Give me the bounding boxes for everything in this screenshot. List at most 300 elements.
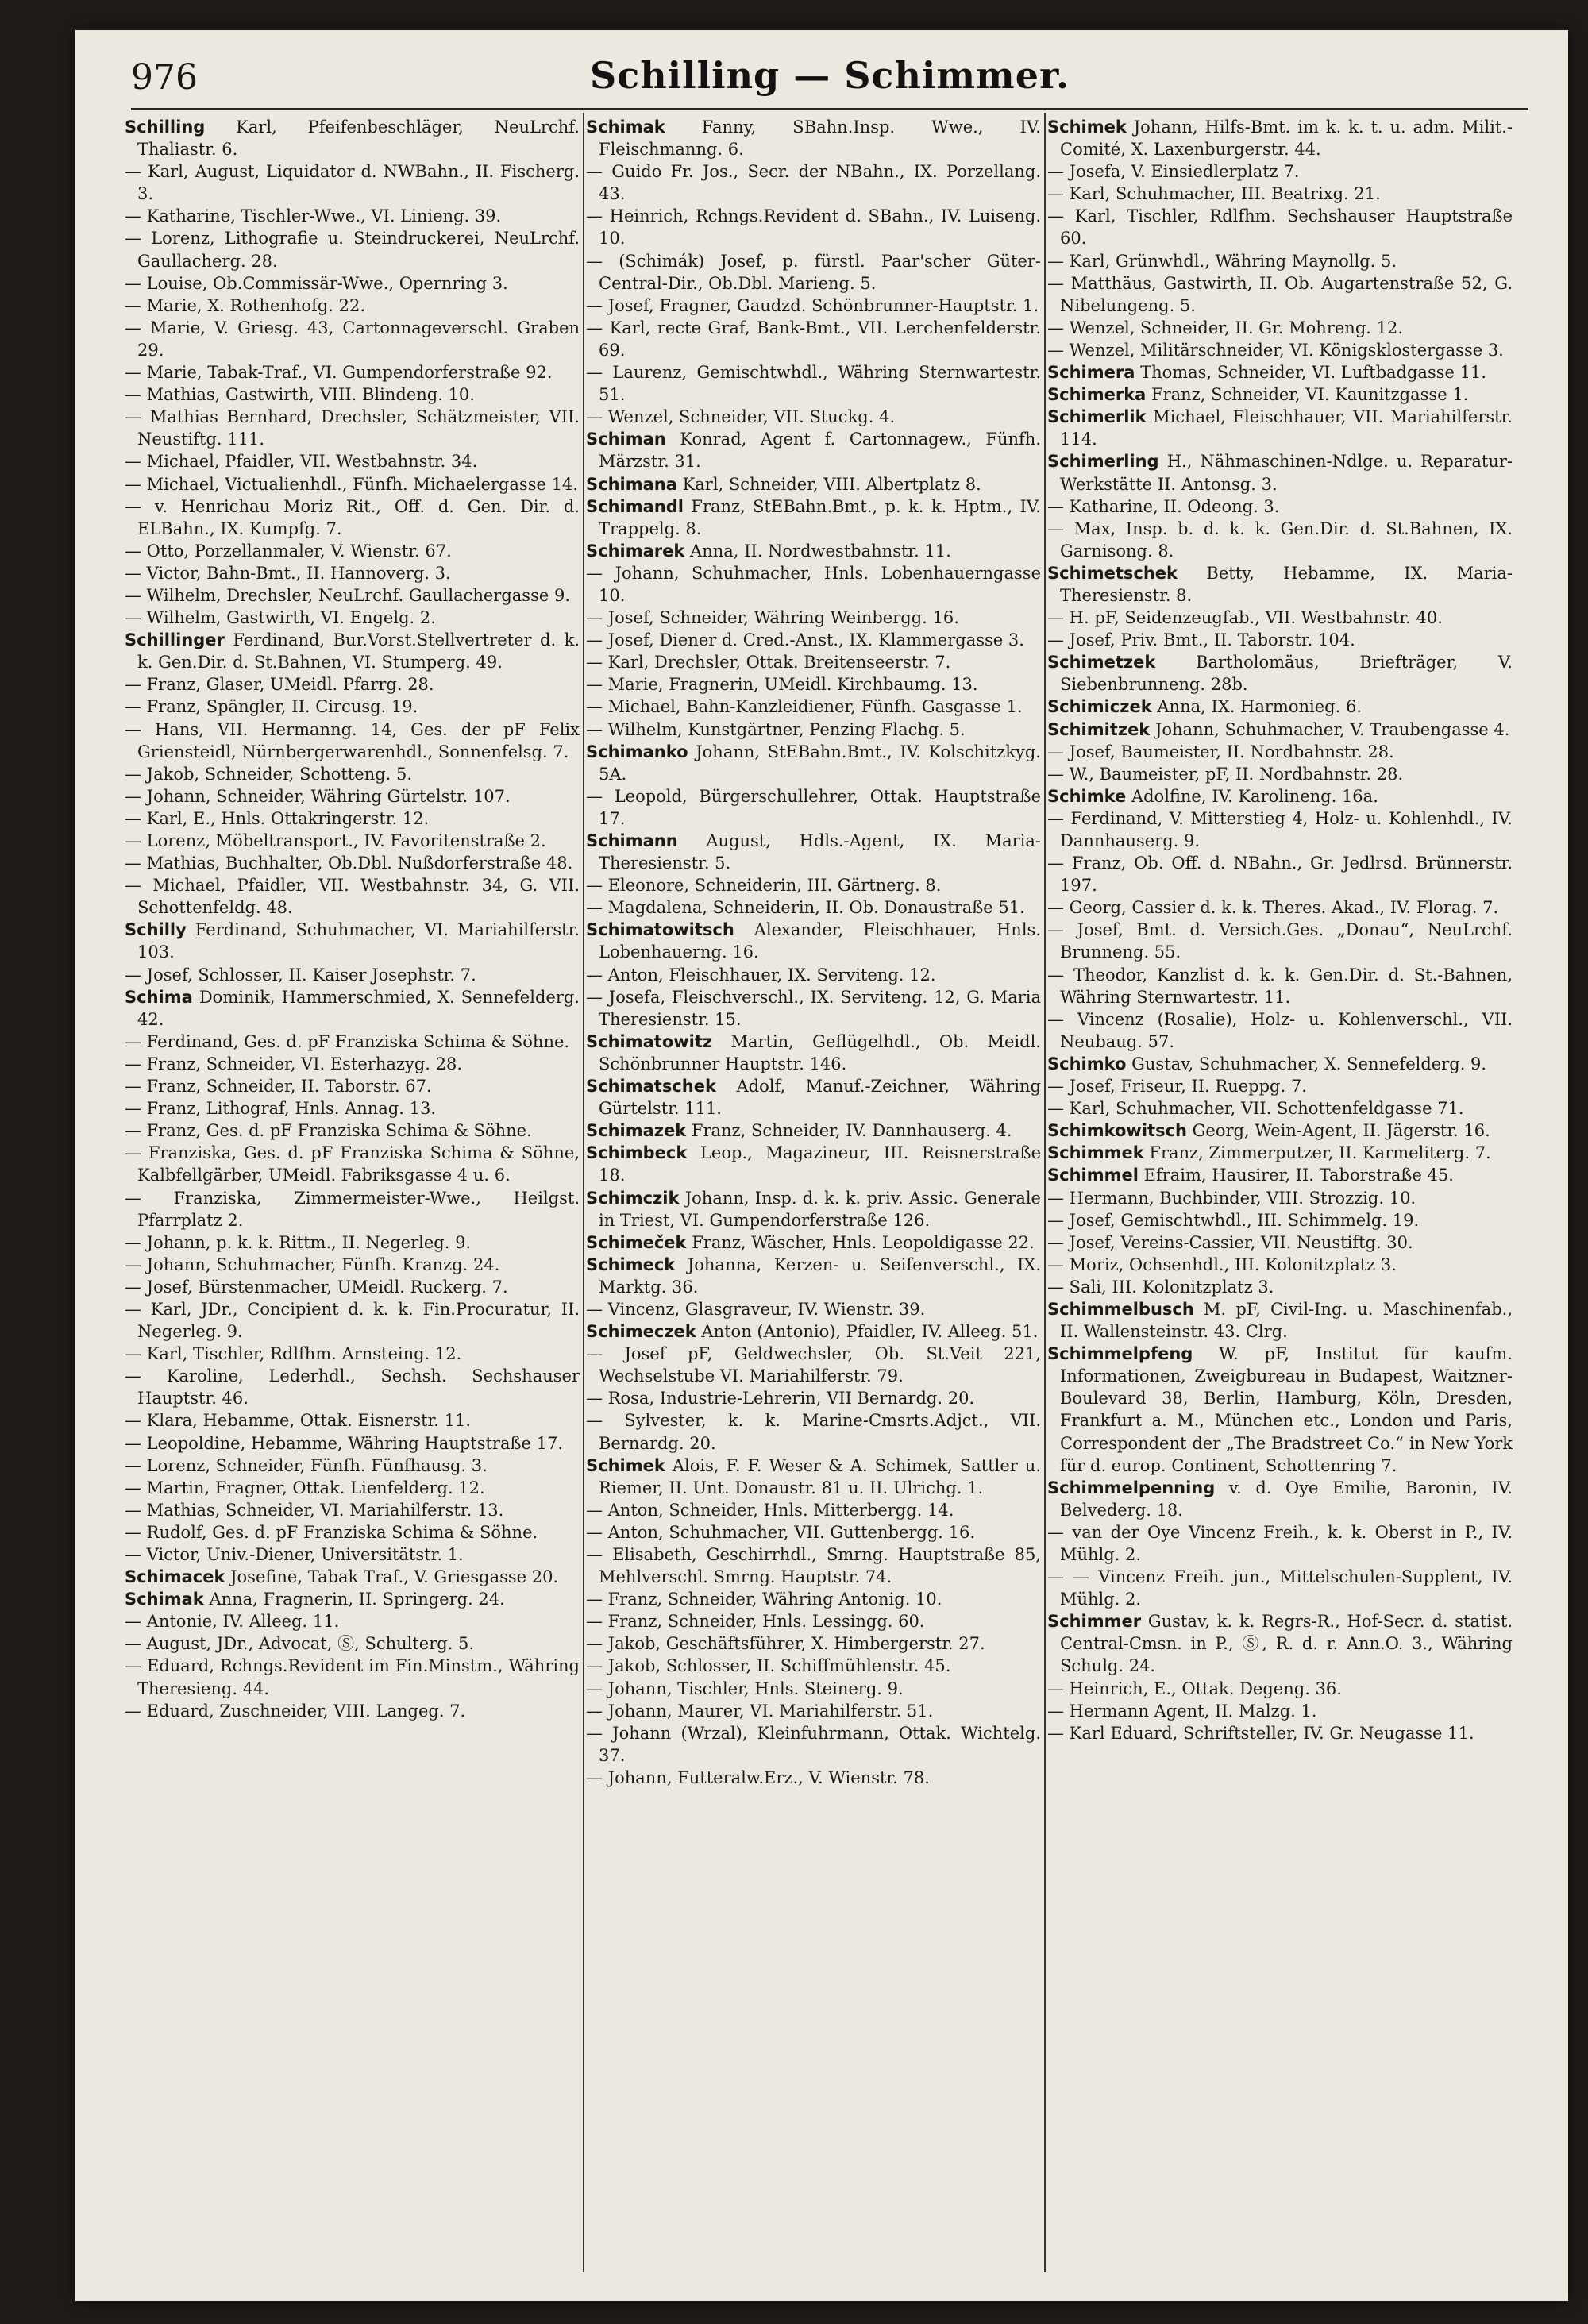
directory-entry — [586, 160, 1041, 205]
entry-text: — Klara, Hebamme, Ottak. Eisnerstr. 11. — [125, 1411, 472, 1431]
directory-entry — [1047, 1298, 1513, 1343]
surname-heading: Schima — [125, 987, 193, 1007]
entry-text: Johann, Schuhmacher, V. Traubengasse 4. — [1154, 719, 1510, 739]
directory-entry — [125, 160, 580, 205]
entry-text: — Anton, Schuhmacher, VII. Guttenbergg. 16. — [586, 1522, 976, 1542]
entry-text: — Marie, Tabak-Traf., VI. Gumpendorferstraße 92. — [125, 363, 553, 383]
directory-entry — [586, 1678, 1041, 1700]
directory-entry — [1047, 1700, 1513, 1722]
header-rule — [131, 108, 1528, 110]
entry-text: Franz, Wäscher, Hnls. Leopoldigasse 22. — [692, 1232, 1035, 1252]
directory-entry — [125, 1544, 580, 1566]
entry-text: — Anton, Schneider, Hnls. Mitterbergg. 14. — [586, 1500, 954, 1520]
surname-heading: Schimazek — [586, 1121, 687, 1141]
entry-text: — Karl, Schuhmacher, III. Beatrixg. 21. — [1047, 184, 1381, 204]
entry-text: — Guido Fr. Jos., Secr. der NBahn., IX. Porzellang. 43. — [586, 162, 1041, 204]
directory-entry — [586, 1298, 1041, 1320]
directory-entry — [125, 830, 580, 852]
directory-entry — [586, 1722, 1041, 1767]
entry-text: — Karl, August, Liquidator d. NWBahn., II. Fischerg. 3. — [125, 162, 580, 204]
entry-text: Gustav, Schuhmacher, X. Sennefelderg. 9. — [1131, 1054, 1487, 1073]
entry-text: — Mathias, Gastwirth, VIII. Blindeng. 10. — [125, 385, 475, 405]
entry-text: — Lorenz, Möbeltransport., IV. Favoritenstraße 2. — [125, 831, 546, 850]
directory-entry — [125, 1455, 580, 1477]
entry-text: — Wilhelm, Drechsler, NeuLrchf. Gaullachergasse 9. — [125, 585, 571, 605]
entry-text: Thomas, Schneider, VI. Luftbadgasse 11. — [1140, 363, 1487, 383]
directory-entry — [586, 1632, 1041, 1655]
directory-entry — [125, 272, 580, 295]
entry-text: Johann, Hilfs-Bmt. im k. k. t. u. adm. Milit.-Comité, X. Laxenburgerstr. 44. — [1060, 118, 1513, 160]
entry-text: — Magdalena, Schneiderin, II. Ob. Donaustraße 51. — [586, 898, 1025, 918]
directory-entry — [125, 719, 580, 763]
entry-text: — Moriz, Ochsenhdl., III. Kolonitzplatz 3. — [1047, 1254, 1397, 1274]
directory-entry — [125, 964, 580, 986]
entry-text: — Josef, Priv. Bmt., II. Taborstr. 104. — [1047, 630, 1355, 650]
directory-entry — [1047, 1142, 1513, 1164]
directory-entry — [125, 852, 580, 874]
directory-entry — [125, 1655, 580, 1699]
directory-entry — [586, 986, 1041, 1031]
entry-text: — Michael, Pfaidler, VII. Westbahnstr. 34. — [125, 452, 478, 472]
directory-entry — [586, 1343, 1041, 1387]
entry-text: Fanny, SBahn.Insp. Wwe., IV. Fleischmanng. 6. — [599, 118, 1041, 160]
entry-text: — Eduard, Rchngs.Revident im Fin.Minstm., Währing Theresieng. 44. — [125, 1656, 580, 1698]
directory-entry — [586, 741, 1041, 785]
directory-entry — [1047, 1008, 1513, 1053]
entry-text: — Matthäus, Gastwirth, II. Ob. Augartenstraße 52, G. Nibelungeng. 5. — [1047, 273, 1513, 315]
directory-entry — [125, 1700, 580, 1722]
directory-entry — [125, 562, 580, 584]
directory-entry — [1047, 383, 1513, 406]
directory-entry — [125, 1075, 580, 1097]
entry-text: Karl, Pfeifenbeschläger, NeuLrchf. Thaliastr. 6. — [137, 118, 580, 160]
directory-entry — [1047, 741, 1513, 763]
directory-entry — [125, 1409, 580, 1432]
directory-entry — [125, 1142, 580, 1186]
directory-entry — [586, 896, 1041, 919]
directory-entry — [1047, 763, 1513, 785]
entry-text: Bartholomäus, Briefträger, V. Siebenbrunneng. 28b. — [1060, 653, 1513, 695]
directory-entry — [586, 428, 1041, 472]
directory-entry — [1047, 1187, 1513, 1209]
entry-text: — van der Oye Vincenz Freih., k. k. Oberst in P., IV. Mühlg. 2. — [1047, 1522, 1513, 1564]
entry-text: — Lorenz, Lithografie u. Steindruckerei, NeuLrchf. Gaullacherg. 28. — [125, 229, 580, 271]
directory-entry — [1047, 317, 1513, 339]
entry-text: Anna, II. Nordwestbahnstr. 11. — [690, 541, 951, 561]
surname-heading: Schimko — [1047, 1054, 1127, 1073]
directory-entry — [586, 607, 1041, 629]
entry-text: Franz, Schneider, IV. Dannhauserg. 4. — [691, 1121, 1012, 1141]
entry-text: — Johann, p. k. k. Rittm., II. Negerleg. 9. — [125, 1232, 472, 1252]
entry-text: Franz, Zimmerputzer, II. Karmeliterg. 7. — [1149, 1143, 1491, 1163]
surname-heading: Schimanko — [586, 742, 688, 761]
entry-text: Leop., Magazineur, III. Reisnerstraße 18. — [599, 1143, 1041, 1185]
entry-text: — Marie, Fragnerin, UMeidl. Kirchbaumg. 13. — [586, 675, 978, 695]
directory-entry — [586, 1521, 1041, 1544]
entry-text: — Hans, VII. Hermanng. 14, Ges. der pF Felix Griensteidl, Nürnbergerwarenhdl., Sonnenfelsg. 7. — [125, 719, 580, 761]
entry-text: — Victor, Bahn-Bmt., II. Hannoverg. 3. — [125, 563, 451, 583]
directory-entry — [1047, 160, 1513, 183]
directory-entry — [125, 295, 580, 317]
directory-entry — [1047, 361, 1513, 383]
directory-entry — [1047, 183, 1513, 205]
entry-text: Anton (Antonio), Pfaidler, IV. Alleeg. 51. — [701, 1322, 1039, 1342]
directory-entry — [586, 540, 1041, 562]
entry-text: — Josef, Gemischtwhdl., III. Schimmelg. 19. — [1047, 1210, 1420, 1230]
entry-text: Josefine, Tabak Traf., V. Griesgasse 20. — [230, 1567, 559, 1587]
directory-entry — [586, 629, 1041, 651]
entry-text: — Karl, Schuhmacher, VII. Schottenfeldgasse 71. — [1047, 1099, 1464, 1119]
entry-text: — Franz, Glaser, UMeidl. Pfarrg. 28. — [125, 675, 434, 695]
directory-entry — [125, 1053, 580, 1075]
directory-entry — [586, 116, 1041, 160]
directory-column-2 — [586, 116, 1041, 2276]
directory-entry — [125, 1343, 580, 1365]
entry-text: — Josef, Bmt. d. Versich.Ges. „Donau“, NeuLrchf. Brunneng. 55. — [1047, 920, 1513, 962]
entry-text: — Josef, Vereins-Cassier, VII. Neustiftg. 30. — [1047, 1232, 1413, 1252]
directory-entry — [125, 317, 580, 361]
surname-heading: Schimeczek — [586, 1322, 696, 1342]
surname-heading: Schimmelbusch — [1047, 1299, 1194, 1319]
page-title: Schilling — Schimmer. — [590, 54, 1070, 97]
directory-entry — [125, 1499, 580, 1521]
entry-text: Johanna, Kerzen- u. Seifenverschl., IX. Marktg. 36. — [599, 1254, 1041, 1297]
entry-text: — Karl, Tischler, Rdlfhm. Sechshauser Hauptstraße 60. — [1047, 206, 1513, 249]
entry-text: — Johann, Schneider, Währing Gürtelstr. 107. — [125, 786, 511, 806]
directory-entry — [1047, 651, 1513, 696]
entry-text: — Michael, Bahn-Kanzleidiener, Fünfh. Gasgasse 1. — [586, 697, 1023, 717]
entry-text: — Georg, Cassier d. k. k. Theres. Akad., IV. Florag. 7. — [1047, 898, 1499, 918]
entry-text: — Wenzel, Schneider, VII. Stuckg. 4. — [586, 407, 896, 427]
entry-text: — Josef, Fragner, Gaudzd. Schönbrunner-Hauptstr. 1. — [586, 295, 1039, 315]
entry-text: — Vincenz, Glasgraveur, IV. Wienstr. 39. — [586, 1299, 926, 1319]
directory-entry — [586, 250, 1041, 295]
surname-heading: Schimiczek — [1047, 697, 1152, 717]
directory-entry — [1047, 1231, 1513, 1254]
surname-heading: Schimczik — [586, 1188, 680, 1208]
entry-text: — W., Baumeister, pF, II. Nordbahnstr. 28. — [1047, 764, 1404, 784]
entry-text: — Max, Insp. b. d. k. k. Gen.Dir. d. St.Bahnen, IX. Garnisong. 8. — [1047, 518, 1513, 561]
directory-entry — [1047, 1120, 1513, 1142]
entry-text: — Johann, Schuhmacher, Hnls. Lobenhauerngasse 10. — [586, 563, 1041, 605]
entry-text: — Karl, Grünwhdl., Währing Maynollg. 5. — [1047, 251, 1397, 271]
entry-text: August, Hdls.-Agent, IX. Maria-Theresienstr. 5. — [599, 831, 1041, 873]
directory-entry — [125, 785, 580, 807]
directory-entry — [1047, 919, 1513, 963]
entry-text: — — Vincenz Freih. jun., Mittelschulen-Supplent, IV. Mühlg. 2. — [1047, 1567, 1513, 1609]
entry-text: — Heinrich, E., Ottak. Degeng. 36. — [1047, 1678, 1342, 1698]
directory-entry — [1047, 1209, 1513, 1231]
entry-text: — Rudolf, Ges. d. pF Franziska Schima & Söhne. — [125, 1522, 538, 1542]
directory-entry — [1047, 116, 1513, 160]
directory-entry — [586, 964, 1041, 986]
surname-heading: Schimak — [125, 1590, 204, 1609]
page-header — [131, 52, 1528, 110]
directory-entry — [125, 1298, 580, 1343]
entry-text: Johann, StEBahn.Bmt., IV. Kolschitzkyg. 5A. — [599, 742, 1041, 784]
entry-text: — Franziska, Ges. d. pF Franziska Schima & Söhne, Kalbfellgärber, UMeidl. Fabriksgasse 4 u. 6. — [125, 1143, 580, 1185]
entry-text: — Franziska, Zimmermeister-Wwe., Heilgst. Pfarrplatz 2. — [125, 1188, 580, 1230]
directory-entry — [125, 116, 580, 160]
surname-heading: Schimmelpenning — [1047, 1478, 1216, 1497]
entry-text: — v. Henrichau Moriz Rit., Off. d. Gen. Dir. d. ELBahn., IX. Kumpfg. 7. — [125, 496, 580, 538]
surname-heading: Schimbeck — [586, 1143, 688, 1163]
entry-text: Franz, StEBahn.Bmt., p. k. k. Hptm., IV. Trappelg. 8. — [599, 496, 1041, 538]
directory-entry — [586, 495, 1041, 540]
entry-text: — Josef, Schneider, Währing Weinbergg. 16. — [586, 608, 959, 628]
directory-entry — [586, 473, 1041, 495]
entry-text: — August, JDr., Advocat, Ⓢ, Schulterg. 5. — [125, 1634, 475, 1654]
directory-entry — [125, 629, 580, 673]
entry-text: — Leopold, Bürgerschullehrer, Ottak. Hauptstraße 17. — [586, 786, 1041, 828]
entry-text: Betty, Hebamme, IX. Maria-Theresienstr. 8. — [1060, 563, 1513, 605]
entry-text: — Mathias, Buchhalter, Ob.Dbl. Nußdorferstraße 48. — [125, 854, 573, 873]
directory-entry — [586, 1455, 1041, 1499]
surname-heading: Schimatowitsch — [586, 920, 734, 940]
directory-entry — [1047, 562, 1513, 607]
entry-text: — Marie, X. Rothenhofg. 22. — [125, 295, 366, 315]
surname-heading: Schimek — [586, 1455, 665, 1475]
entry-text: — Franz, Ob. Off. d. NBahn., Gr. Jedlrsd. Brünnerstr. 197. — [1047, 854, 1513, 896]
entry-text: — Ferdinand, Ges. d. pF Franziska Schima & Söhne. — [125, 1031, 570, 1051]
directory-entry — [125, 919, 580, 963]
directory-entry — [125, 1097, 580, 1120]
directory-entry — [586, 1231, 1041, 1254]
entry-text: Efraim, Hausirer, II. Taborstraße 45. — [1143, 1166, 1454, 1185]
directory-entry — [586, 562, 1041, 607]
directory-entry — [125, 1365, 580, 1409]
directory-entry — [125, 673, 580, 696]
entry-text: Gustav, k. k. Regrs-R., Hof-Secr. d. statist. Central-Cmsn. in P., Ⓢ, R. d. r. Ann.O. 3., Währing Schulg. 24. — [1060, 1612, 1513, 1676]
entry-text: — Franz, Schneider, Hnls. Lessingg. 60. — [586, 1612, 925, 1632]
entry-text: — Mathias, Schneider, VI. Mariahilferstr. 13. — [125, 1500, 504, 1520]
directory-entry — [1047, 205, 1513, 249]
entry-text: — Otto, Porzellanmaler, V. Wienstr. 67. — [125, 541, 452, 561]
directory-entry — [1047, 607, 1513, 629]
surname-heading: Schimmek — [1047, 1143, 1144, 1163]
directory-entry — [125, 1432, 580, 1455]
directory-entry — [1047, 696, 1513, 718]
directory-entry — [125, 584, 580, 607]
entry-text: — Sali, III. Kolonitzplatz 3. — [1047, 1277, 1274, 1297]
entry-text: — Josef, Schlosser, II. Kaiser Josephstr. 7. — [125, 965, 476, 985]
directory-entry — [125, 874, 580, 919]
directory-entry — [586, 785, 1041, 830]
surname-heading: Schimetzek — [1047, 653, 1156, 673]
surname-heading: Schilling — [125, 118, 206, 137]
surname-heading: Schimmer — [1047, 1612, 1142, 1632]
entry-text: — Wenzel, Schneider, II. Gr. Mohreng. 12. — [1047, 318, 1404, 337]
entry-text: — H. pF, Seidenzeugfab., VII. Westbahnstr. 40. — [1047, 608, 1443, 628]
directory-entry — [125, 1276, 580, 1298]
directory-entry — [1047, 1678, 1513, 1700]
entry-text: — Franz, Schneider, Währing Antonig. 10. — [586, 1590, 942, 1609]
entry-text: — Josefa, V. Einsiedlerplatz 7. — [1047, 162, 1300, 182]
directory-entry — [1047, 1276, 1513, 1298]
entry-text: Georg, Wein-Agent, II. Jägerstr. 16. — [1192, 1121, 1490, 1141]
entry-text: — Lorenz, Schneider, Fünfh. Fünfhausg. 3. — [125, 1455, 488, 1475]
directory-entry — [586, 1320, 1041, 1343]
entry-text: — Anton, Fleischhauer, IX. Serviteng. 12. — [586, 965, 936, 985]
directory-entry — [1047, 896, 1513, 919]
directory-entry — [125, 1588, 580, 1610]
entry-text: Adolfine, IV. Karolineng. 16a. — [1131, 786, 1378, 806]
directory-entry — [1047, 1164, 1513, 1186]
entry-text: — Martin, Fragner, Ottak. Lienfelderg. 12. — [125, 1478, 485, 1497]
directory-entry — [1047, 250, 1513, 272]
entry-text: — Rosa, Industrie-Lehrerin, VII Bernardg. 20. — [586, 1389, 975, 1409]
entry-text: — Katharine, Tischler-Wwe., VI. Linieng. 39. — [125, 206, 502, 226]
entry-text: — Karl, E., Hnls. Ottakringerstr. 12. — [125, 808, 430, 828]
directory-entry — [586, 1767, 1041, 1789]
entry-text: Alexander, Fleischhauer, Hnls. Lobenhauerng. 16. — [599, 920, 1041, 962]
entry-text: — Leopoldine, Hebamme, Währing Hauptstraße 17. — [125, 1433, 564, 1453]
directory-entry — [1047, 1343, 1513, 1477]
entry-text: Karl, Schneider, VIII. Albertplatz 8. — [682, 474, 981, 494]
entry-text: — Josef, Bürstenmacher, UMeidl. Ruckerg. 7. — [125, 1277, 508, 1297]
surname-heading: Schimmelpfeng — [1047, 1344, 1193, 1364]
directory-entry — [1047, 450, 1513, 495]
directory-entry — [586, 1499, 1041, 1521]
directory-entry — [586, 1031, 1041, 1075]
directory-entry — [586, 719, 1041, 741]
entry-text: Ferdinand, Schuhmacher, VI. Mariahilferstr. 103. — [137, 920, 580, 962]
entry-text: Konrad, Agent f. Cartonnagew., Fünfh. Märzstr. 31. — [599, 430, 1041, 472]
entry-text: Anna, Fragnerin, II. Springerg. 24. — [209, 1590, 505, 1609]
surname-heading: Schimak — [586, 118, 665, 137]
directory-entry — [586, 1254, 1041, 1298]
surname-heading: Schilly — [125, 920, 187, 940]
entry-text: — Eduard, Zuschneider, VIII. Langeg. 7. — [125, 1701, 466, 1721]
surname-heading: Schimeček — [586, 1232, 687, 1252]
entry-text: — Josef, Diener d. Cred.-Anst., IX. Klammergasse 3. — [586, 630, 1024, 650]
entry-text: Adolf, Manuf.-Zeichner, Währing Gürtelstr. 111. — [599, 1077, 1041, 1119]
surname-heading: Schimana — [586, 474, 677, 494]
directory-entry — [125, 406, 580, 450]
entry-text: — Franz, Spängler, II. Circusg. 19. — [125, 697, 418, 717]
directory-entry — [586, 317, 1041, 361]
entry-text: — Josef, Baumeister, II. Nordbahnstr. 28. — [1047, 742, 1394, 761]
entry-text: v. d. Oye Emilie, Baronin, IV. Belvederg. 18. — [1060, 1478, 1513, 1520]
surname-heading: Schimeck — [586, 1254, 676, 1274]
entry-text: — Jakob, Schlosser, II. Schiffmühlenstr. 45. — [586, 1656, 951, 1676]
directory-entry — [586, 295, 1041, 317]
directory-entry — [125, 383, 580, 406]
directory-entry — [125, 607, 580, 629]
directory-entry — [1047, 1722, 1513, 1744]
entry-text: — Johann, Tischler, Hnls. Steinerg. 9. — [586, 1678, 904, 1698]
directory-entry — [1047, 1254, 1513, 1276]
directory-entry — [1047, 518, 1513, 562]
directory-entry — [586, 205, 1041, 249]
surname-heading: Schimatschek — [586, 1077, 716, 1096]
directory-entry — [125, 495, 580, 540]
entry-text: — Karl Eduard, Schriftsteller, IV. Gr. Neugasse 11. — [1047, 1723, 1474, 1743]
entry-text: — Karl, Drechsler, Ottak. Breitenseerstr. 7. — [586, 653, 951, 673]
directory-entry — [586, 1588, 1041, 1610]
entry-text: — Josef, Friseur, II. Rueppg. 7. — [1047, 1077, 1307, 1096]
directory-entry — [125, 1031, 580, 1053]
directory-entry — [586, 1544, 1041, 1588]
directory-entry — [125, 540, 580, 562]
entry-text: M. pF, Civil-Ing. u. Maschinenfab., II. Wallensteinstr. 43. Clrg. — [1060, 1299, 1513, 1342]
directory-entry — [586, 1120, 1041, 1142]
directory-page — [75, 30, 1568, 2301]
entry-text: — Karoline, Lederhdl., Sechsh. Sechshauser Hauptstr. 46. — [125, 1366, 580, 1409]
entry-text: — Hermann, Buchbinder, VIII. Strozzig. 10. — [1047, 1188, 1416, 1208]
entry-text: — (Schimák) Josef, p. fürstl. Paar'scher Güter-Central-Dir., Ob.Dbl. Marieng. 5. — [586, 251, 1041, 293]
directory-entry — [1047, 719, 1513, 741]
directory-entry — [125, 1632, 580, 1655]
entry-text: — Wenzel, Militärschneider, VI. Königsklostergasse 3. — [1047, 340, 1504, 360]
directory-entry — [125, 361, 580, 383]
directory-entry — [586, 1655, 1041, 1677]
directory-entry — [586, 830, 1041, 874]
directory-entry — [125, 986, 580, 1031]
entry-text: Martin, Geflügelhdl., Ob. Meidl. Schönbrunner Hauptstr. 146. — [599, 1031, 1041, 1073]
surname-heading: Schimatowitz — [586, 1031, 713, 1051]
entry-text: — Franz, Lithograf, Hnls. Annag. 13. — [125, 1099, 436, 1119]
directory-entry — [586, 1387, 1041, 1409]
entry-text: — Mathias Bernhard, Drechsler, Schätzmeister, VII. Neustiftg. 111. — [125, 407, 580, 449]
surname-heading: Schimkowitsch — [1047, 1121, 1187, 1141]
entry-text: — Heinrich, Rchngs.Revident d. SBahn., IV. Luiseng. 10. — [586, 206, 1041, 249]
directory-entry — [586, 1142, 1041, 1186]
directory-entry — [1047, 785, 1513, 807]
surname-heading: Schimarek — [586, 541, 685, 561]
entry-text: — Karl, recte Graf, Bank-Bmt., VII. Lerchenfelderstr. 69. — [586, 318, 1041, 360]
entry-text: — Josefa, Fleischverschl., IX. Serviteng. 12, G. Maria Theresienstr. 15. — [586, 987, 1041, 1029]
surname-heading: Schimmel — [1047, 1166, 1139, 1185]
directory-entry — [125, 473, 580, 495]
entry-text: — Wilhelm, Kunstgärtner, Penzing Flachg. 5. — [586, 719, 966, 739]
entry-text: Dominik, Hammerschmied, X. Sennefelderg. 42. — [137, 987, 580, 1029]
entry-text: — Johann, Futteralw.Erz., V. Wienstr. 78. — [586, 1767, 930, 1787]
surname-heading: Schimera — [1047, 363, 1135, 383]
directory-entry — [125, 1254, 580, 1276]
entry-text: — Johann, Maurer, VI. Mariahilferstr. 51. — [586, 1701, 934, 1721]
directory-entry — [1047, 339, 1513, 361]
entry-text: — Marie, V. Griesg. 43, Cartonnageverschl. Graben 29. — [125, 318, 580, 360]
entry-text: — Hermann Agent, II. Malzg. 1. — [1047, 1701, 1317, 1721]
directory-entry — [125, 1610, 580, 1632]
column-divider — [583, 113, 584, 2272]
entry-text: — Laurenz, Gemischtwhdl., Währing Sternwartestr. 51. — [586, 363, 1041, 405]
entry-text: — Wilhelm, Gastwirth, VI. Engelg. 2. — [125, 608, 436, 628]
directory-entry — [586, 1187, 1041, 1231]
directory-entry — [1047, 1521, 1513, 1566]
entry-text: — Josef pF, Geldwechsler, Ob. St.Veit 221, Wechselstube VI. Mariahilferstr. 79. — [586, 1344, 1041, 1386]
directory-entry — [586, 919, 1041, 963]
directory-entry — [586, 1610, 1041, 1632]
directory-entry — [1047, 1075, 1513, 1097]
entry-text: — Franz, Schneider, VI. Esterhazyg. 28. — [125, 1054, 463, 1073]
entry-text: — Franz, Ges. d. pF Franziska Schima & Söhne. — [125, 1121, 532, 1141]
surname-heading: Schimacek — [125, 1567, 225, 1587]
entry-text: Franz, Schneider, VI. Kaunitzgasse 1. — [1151, 385, 1469, 405]
surname-heading: Schiman — [586, 430, 666, 449]
surname-heading: Schimerka — [1047, 385, 1147, 405]
directory-entry — [586, 673, 1041, 696]
entry-text: Alois, F. F. Weser & A. Schimek, Sattler u. Riemer, II. Unt. Donaustr. 81 u. II. Ulrichg. 1. — [599, 1455, 1041, 1497]
surname-heading: Schimandl — [586, 496, 684, 516]
entry-text: — Sylvester, k. k. Marine-Cmsrts.Adjct., VII. Bernardg. 20. — [586, 1411, 1041, 1453]
directory-entry — [586, 651, 1041, 673]
directory-column-3 — [1047, 116, 1513, 2276]
entry-text: — Johann, Schuhmacher, Fünfh. Kranzg. 24. — [125, 1254, 500, 1274]
entry-text: — Jakob, Geschäftsführer, X. Himbergerstr. 27. — [586, 1634, 985, 1654]
directory-entry — [125, 450, 580, 472]
